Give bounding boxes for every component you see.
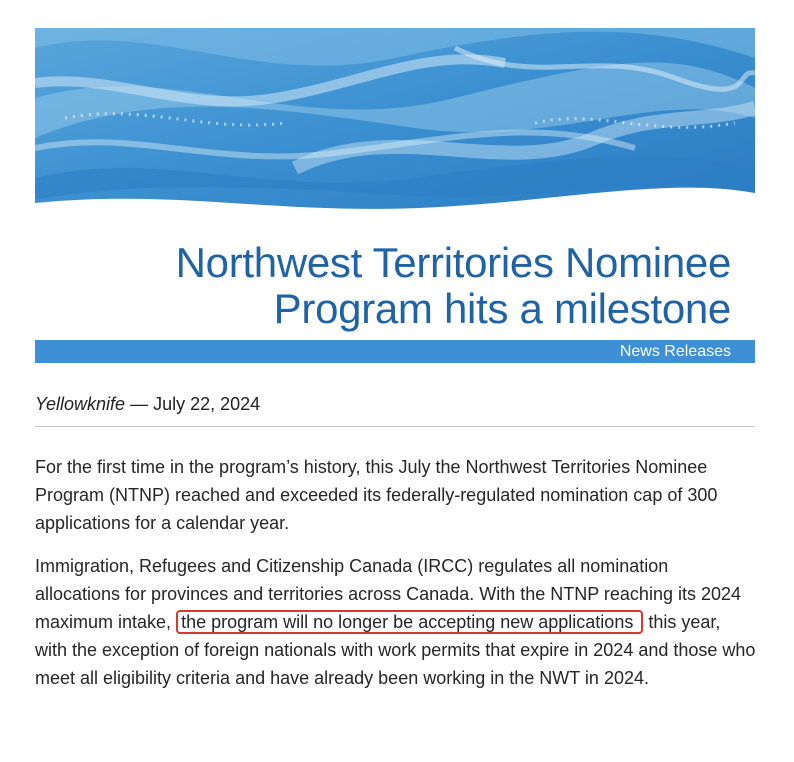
highlighted-statement: the program will no longer be accepting new applications <box>176 610 643 634</box>
divider <box>35 426 755 427</box>
section-bar <box>35 340 755 363</box>
paragraph-2-before: Immigration, Refugees and Citizenship Canada (IRCC) regulates all nomination allocations for provinces and territories across Canada. With the NTNP reaching its 2024 maximum intake, <box>35 556 742 632</box>
page-title <box>111 240 731 332</box>
dateline <box>35 392 260 416</box>
title-line-2: Program hits a milestone <box>273 285 731 332</box>
news-releases-link[interactable]: News Releases <box>619 343 731 360</box>
wave-pattern-graphic <box>35 28 755 218</box>
paragraph-2 <box>35 552 757 692</box>
title-line-1: Northwest Territories Nominee <box>175 239 731 286</box>
dateline-date: July 22, 2024 <box>153 394 261 414</box>
dateline-city: Yellowknife <box>35 394 126 414</box>
paragraph-2-after: this year, with the exception of foreign nationals with work permits that expire in 2024 and those who meet all eligibility criteria and have already been working in the NWT in 2024. <box>35 612 756 688</box>
header-banner-image <box>35 28 755 218</box>
paragraph-1: For the first time in the program’s history, this July the Northwest Territories Nominee Program (NTNP) reached and exceeded its federally-regulated nomination cap of 300 applications for a calendar year. <box>35 457 718 533</box>
dateline-separator: — <box>130 394 149 414</box>
